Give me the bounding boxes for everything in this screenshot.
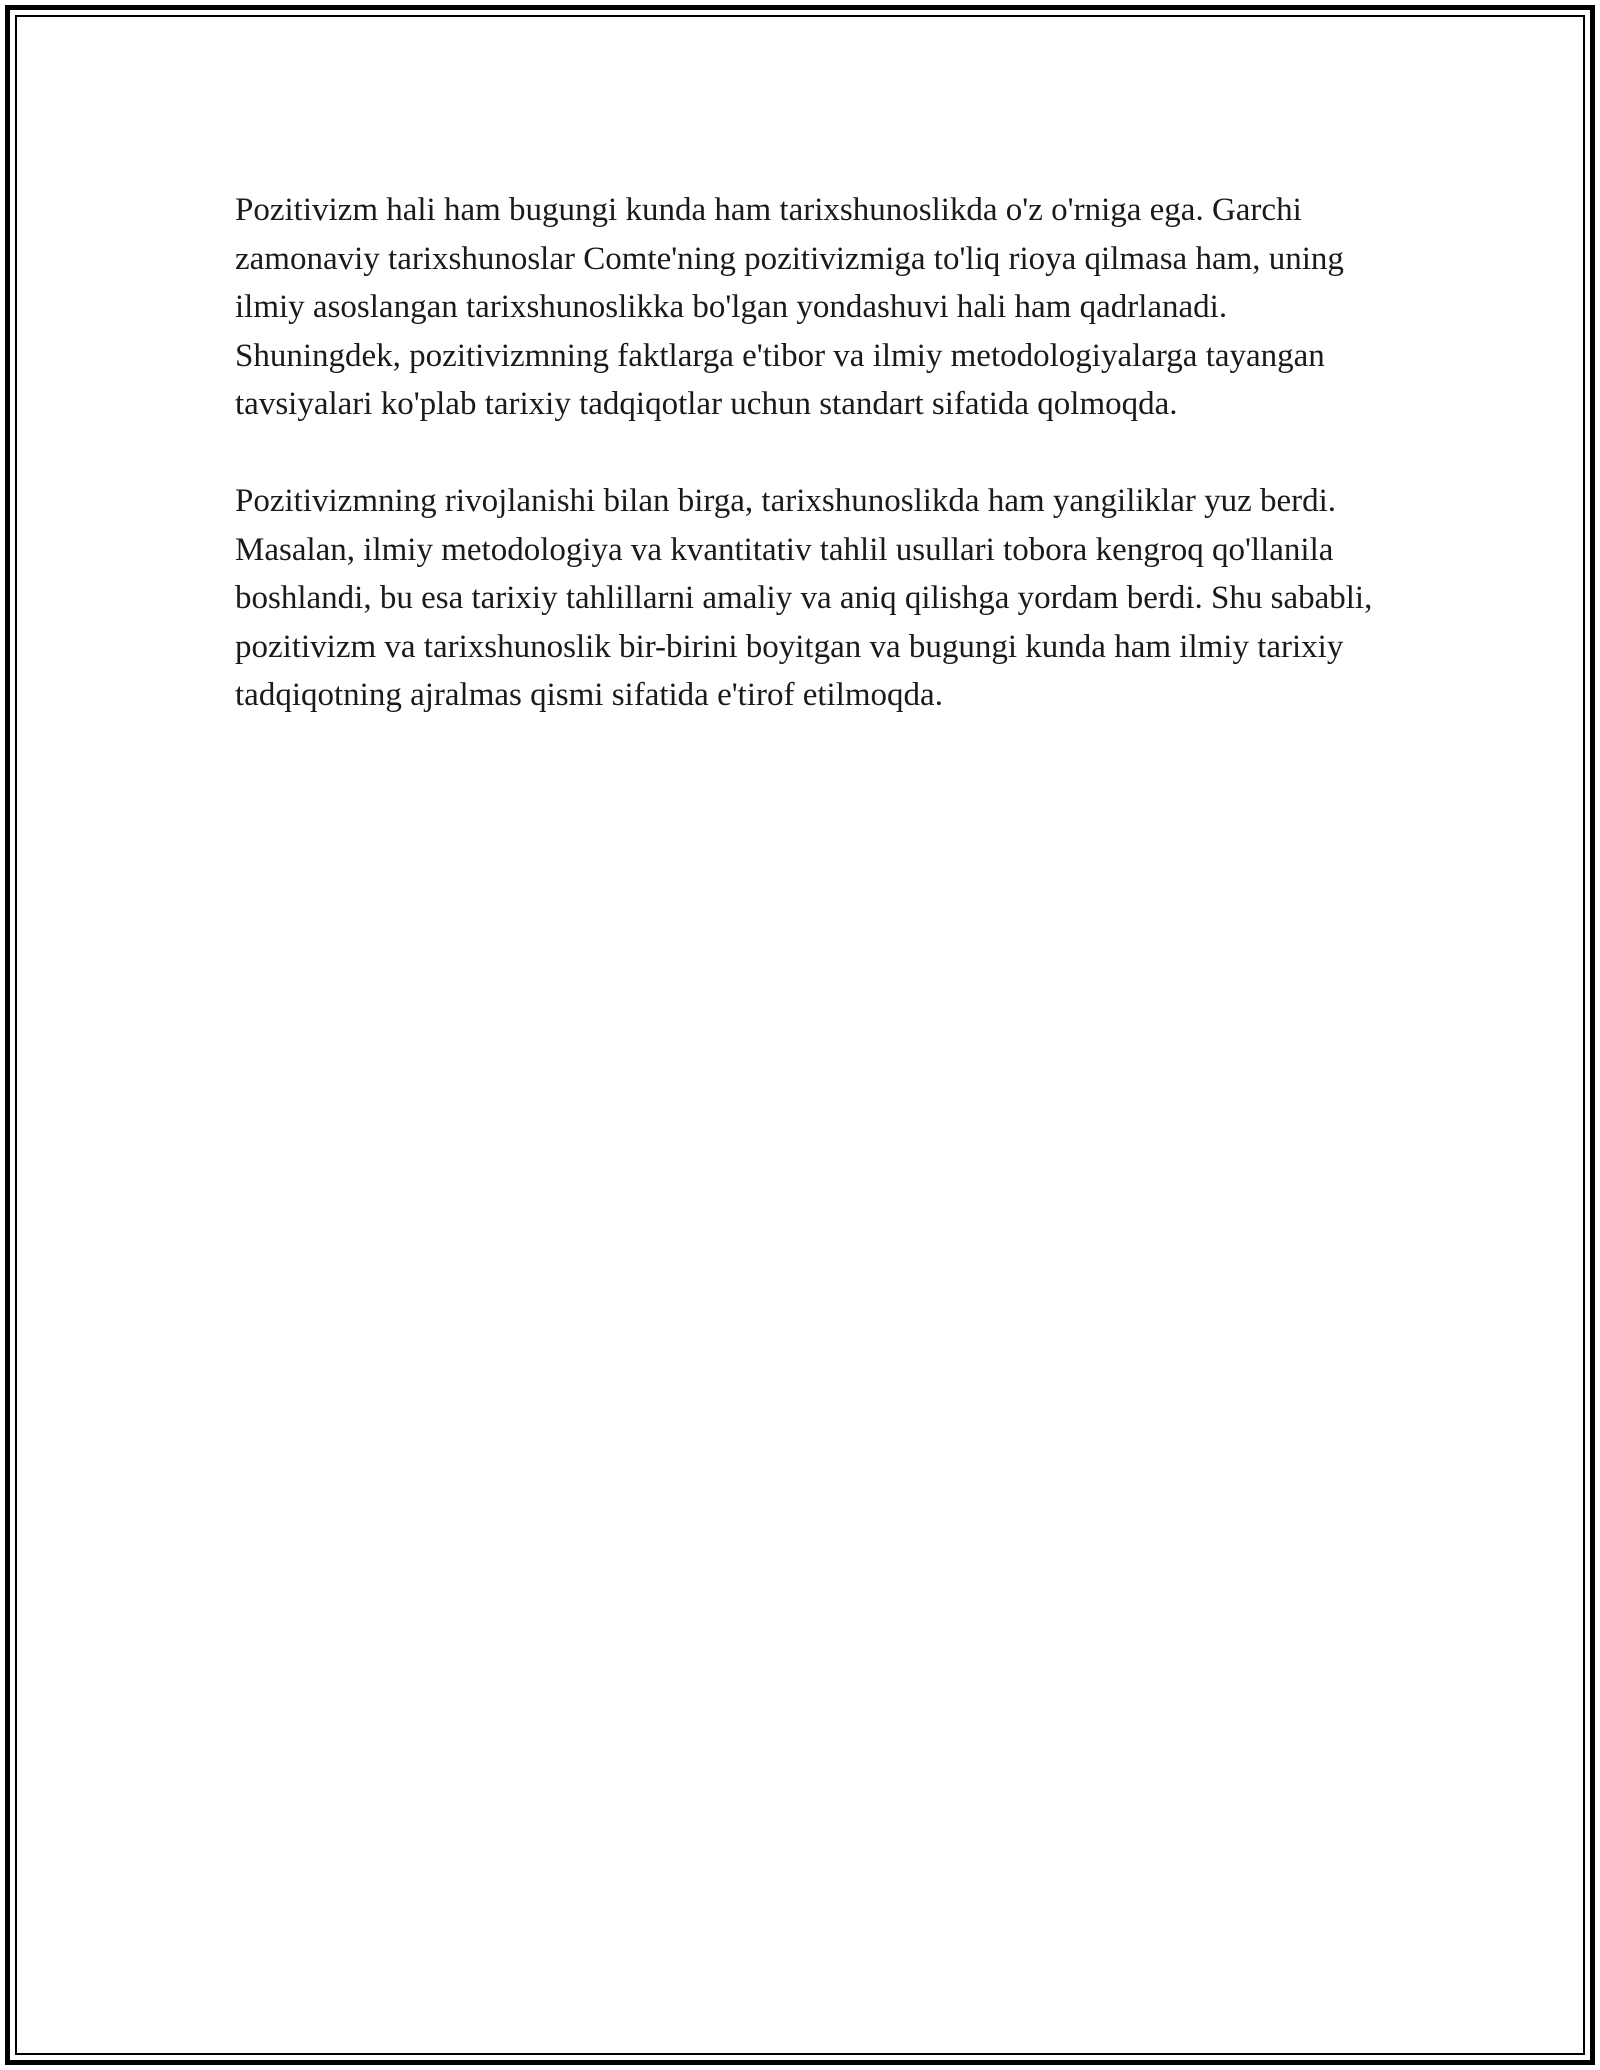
document-body [235, 186, 1375, 768]
paragraph-1: Pozitivizm hali ham bugungi kunda ham tarixshunoslikda o'z o'rniga ega. Garchi zamonaviy tarixshunoslar Comte'ning pozitivizmiga to'liq rioya qilmasa ham, uning ilmiy asoslangan tarixshunoslikka bo'lgan yondashuvi hali ham qadrlanadi. Shuningdek, pozitivizmning faktlarga e'tibor va ilmiy metodologiyalarga tayangan tavsiyalari ko'plab tarixiy tadqiqotlar uchun standart sifatida qolmoqda. [235, 192, 1344, 422]
paragraph-2: Pozitivizmning rivojlanishi bilan birga, tarixshunoslikda ham yangiliklar yuz berdi. Masalan, ilmiy metodologiya va kvantitativ tahlil usullari tobora kengroq qo'llanila boshlandi, bu esa tarixiy tahlillarni amaliy va aniq qilishga yordam berdi. Shu sababli, pozitivizm va tarixshunoslik bir-birini boyitgan va bugungi kunda ham ilmiy tarixiy tadqiqotning ajralmas qismi sifatida e'tirof etilmoqda. [235, 483, 1373, 713]
